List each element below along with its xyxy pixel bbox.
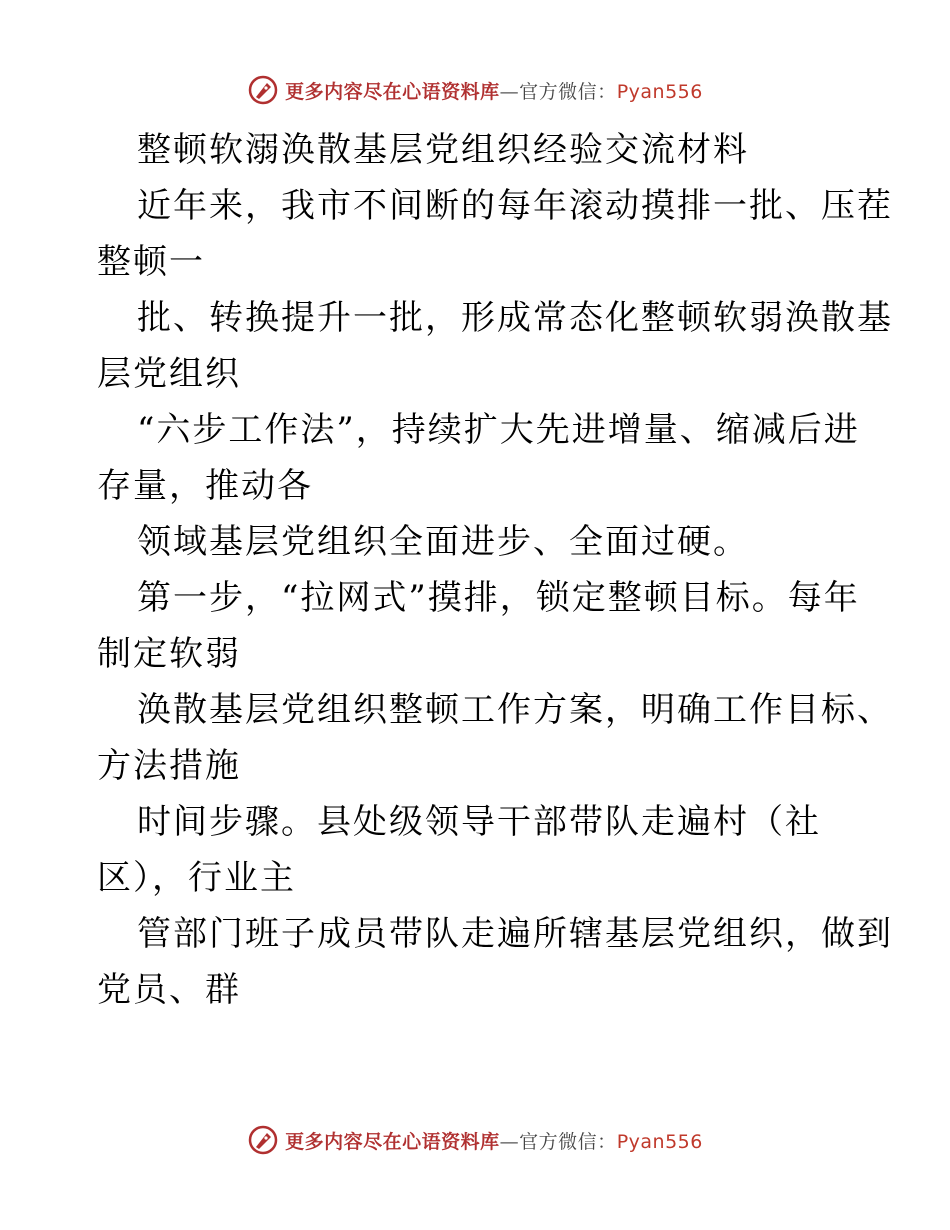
- pen-nib-logo-icon: [247, 74, 279, 106]
- paragraph-line: 涣散基层党组织整顿工作方案，明确工作目标、: [137, 690, 893, 730]
- pen-nib-logo-icon: [247, 1124, 279, 1156]
- footer-watermark-banner: [0, 1120, 950, 1160]
- paragraph-line: 区），行业主: [97, 858, 296, 898]
- paragraph-line: 领域基层党组织全面进步、全面过硬。: [137, 522, 749, 562]
- paragraph-line: 整顿一: [97, 242, 205, 282]
- header-watermark-banner: [0, 70, 950, 110]
- paragraph-line: 时间步骤。县处级领导干部带队走遍村（社: [137, 802, 821, 842]
- paragraph-line: 第一步，“拉网式”摸排，锁定整顿目标。每年: [137, 578, 860, 618]
- document-title: 整顿软溺涣散基层党组织经验交流材料: [137, 130, 749, 170]
- paragraph-line: 近年来，我市不间断的每年滚动摸排一批、压茬: [137, 186, 893, 226]
- paragraph-line: 批、转换提升一批，形成常态化整顿软弱涣散基: [137, 298, 893, 338]
- paragraph-line: “六步工作法”，持续扩大先进增量、缩减后进: [137, 410, 860, 450]
- paragraph-line: 层党组织: [97, 354, 241, 394]
- paragraph-line: 制定软弱: [97, 634, 241, 674]
- banner-text: 更多内容尽在心语资料库—官方微信：Pyan556: [285, 1130, 703, 1153]
- paragraph-line: 方法措施: [97, 746, 241, 786]
- banner-text: 更多内容尽在心语资料库—官方微信：Pyan556: [285, 80, 703, 103]
- document-body: [97, 122, 893, 1018]
- paragraph-line: 党员、群: [97, 970, 241, 1010]
- paragraph-line: 存量，推动各: [97, 466, 313, 506]
- paragraph-line: 管部门班子成员带队走遍所辖基层党组织，做到: [137, 914, 893, 954]
